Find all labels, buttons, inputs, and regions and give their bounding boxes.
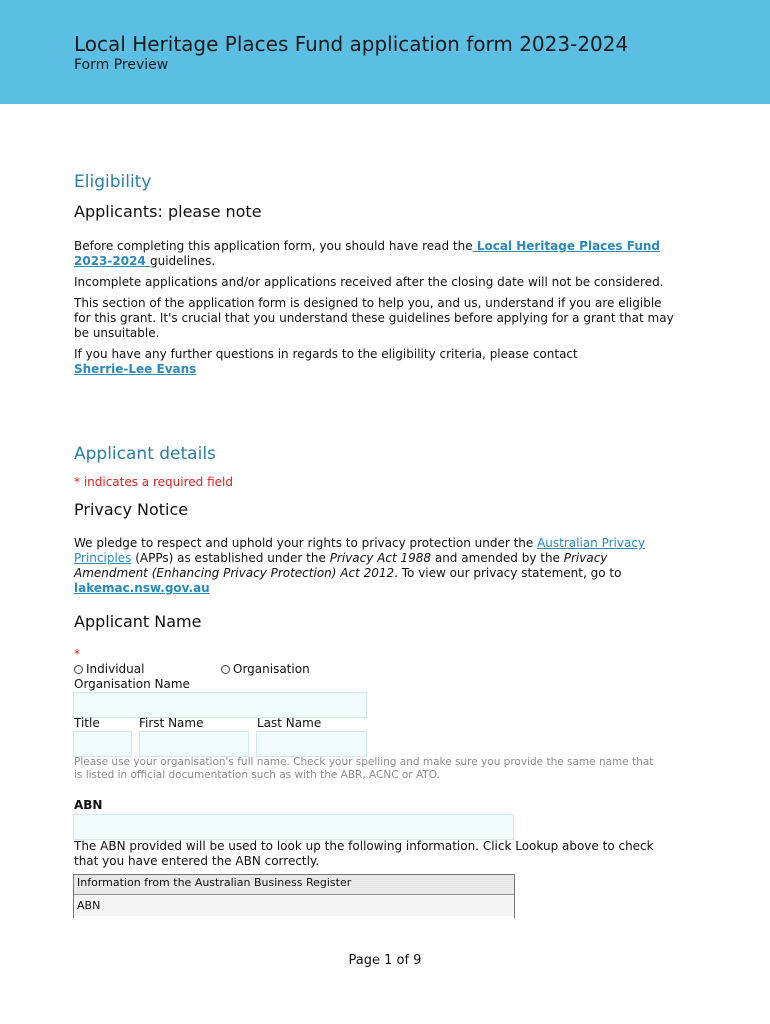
applicant-name-heading: Applicant Name [74,612,202,631]
last-name-input[interactable] [256,731,367,757]
organisation-name-input[interactable] [73,692,367,718]
first-name-label: First Name [139,716,204,730]
abn-label: ABN [74,798,103,812]
privacy-text-2: (APPs) as established under the [131,551,330,565]
privacy-text-1: We pledge to respect and uphold your rights to privacy protection under the [74,536,538,550]
radio-individual[interactable] [74,662,144,676]
radio-individual-label: Individual [86,662,145,676]
privacy-text-4: . To view our privacy statement, go to [394,566,622,580]
abr-info-header: Information from the Australian Business Register [74,875,514,895]
first-name-input[interactable] [139,731,249,757]
radio-organisation-label: Organisation [233,662,310,676]
abr-abn-row: ABN [74,895,514,916]
eligibility-paragraph-3: This section of the application form is designed to help you, and us, understand if you are eligible for this grant. It's crucial that you understand these guidelines before applying for a grant that may be unsuitable. [74,296,674,340]
eligibility-paragraph-1 [74,239,674,269]
privacy-amendment-name: Privacy Amendment (Enhancing Privacy Protection) Act 2012 [74,551,608,580]
abr-info-table [73,874,515,918]
eligibility-p1-text-end: guidelines. [149,254,216,268]
required-field-note: * indicates a required field [74,475,233,489]
radio-organisation[interactable] [221,662,310,676]
organisation-name-hint: Please use your organisation's full name. Check your spelling and make sure you provide the same name that is listed in official documentation such as with the ABR, ACNC or ATO. [74,756,654,781]
eligibility-p4-text: If you have any further questions in regards to the eligibility criteria, please contact [74,347,578,361]
radio-organisation-circle[interactable] [221,665,230,674]
privacy-statement-link[interactable]: lakemac.nsw.gov.au [74,581,210,595]
eligibility-p1-text: Before completing this application form, you should have read the [74,239,473,253]
privacy-text [74,536,654,596]
page-header [0,0,770,104]
applicants-note-heading: Applicants: please note [74,202,262,221]
form-title: Local Heritage Places Fund application form 2023-2024 [74,32,629,56]
privacy-act-name: Privacy Act 1988 [329,551,432,565]
eligibility-text [74,239,674,383]
last-name-label: Last Name [257,716,322,730]
privacy-text-3: and amended by the [431,551,564,565]
guidelines-link[interactable]: Local Heritage Places Fund 2023-2024 [74,239,661,268]
title-input[interactable] [73,731,132,757]
required-star: * [74,647,80,661]
title-label: Title [74,716,100,730]
radio-individual-circle[interactable] [74,665,83,674]
applicant-details-heading: Applicant details [74,444,216,464]
privacy-notice-heading: Privacy Notice [74,500,189,519]
eligibility-paragraph-4 [74,347,674,377]
contact-link[interactable]: Sherrie-Lee Evans [74,362,197,376]
app-principles-link[interactable]: Australian Privacy Principles [74,536,646,565]
eligibility-heading: Eligibility [74,172,152,192]
form-subtitle: Form Preview [74,57,169,73]
abn-help-text: The ABN provided will be used to look up the following information. Click Lookup above to check that you have entered the ABN correctly. [74,839,654,868]
eligibility-paragraph-2: Incomplete applications and/or applications received after the closing date will not be considered. [74,275,664,289]
abn-input[interactable] [73,814,514,840]
page-number: Page 1 of 9 [348,953,422,968]
organisation-name-label: Organisation Name [74,677,190,691]
